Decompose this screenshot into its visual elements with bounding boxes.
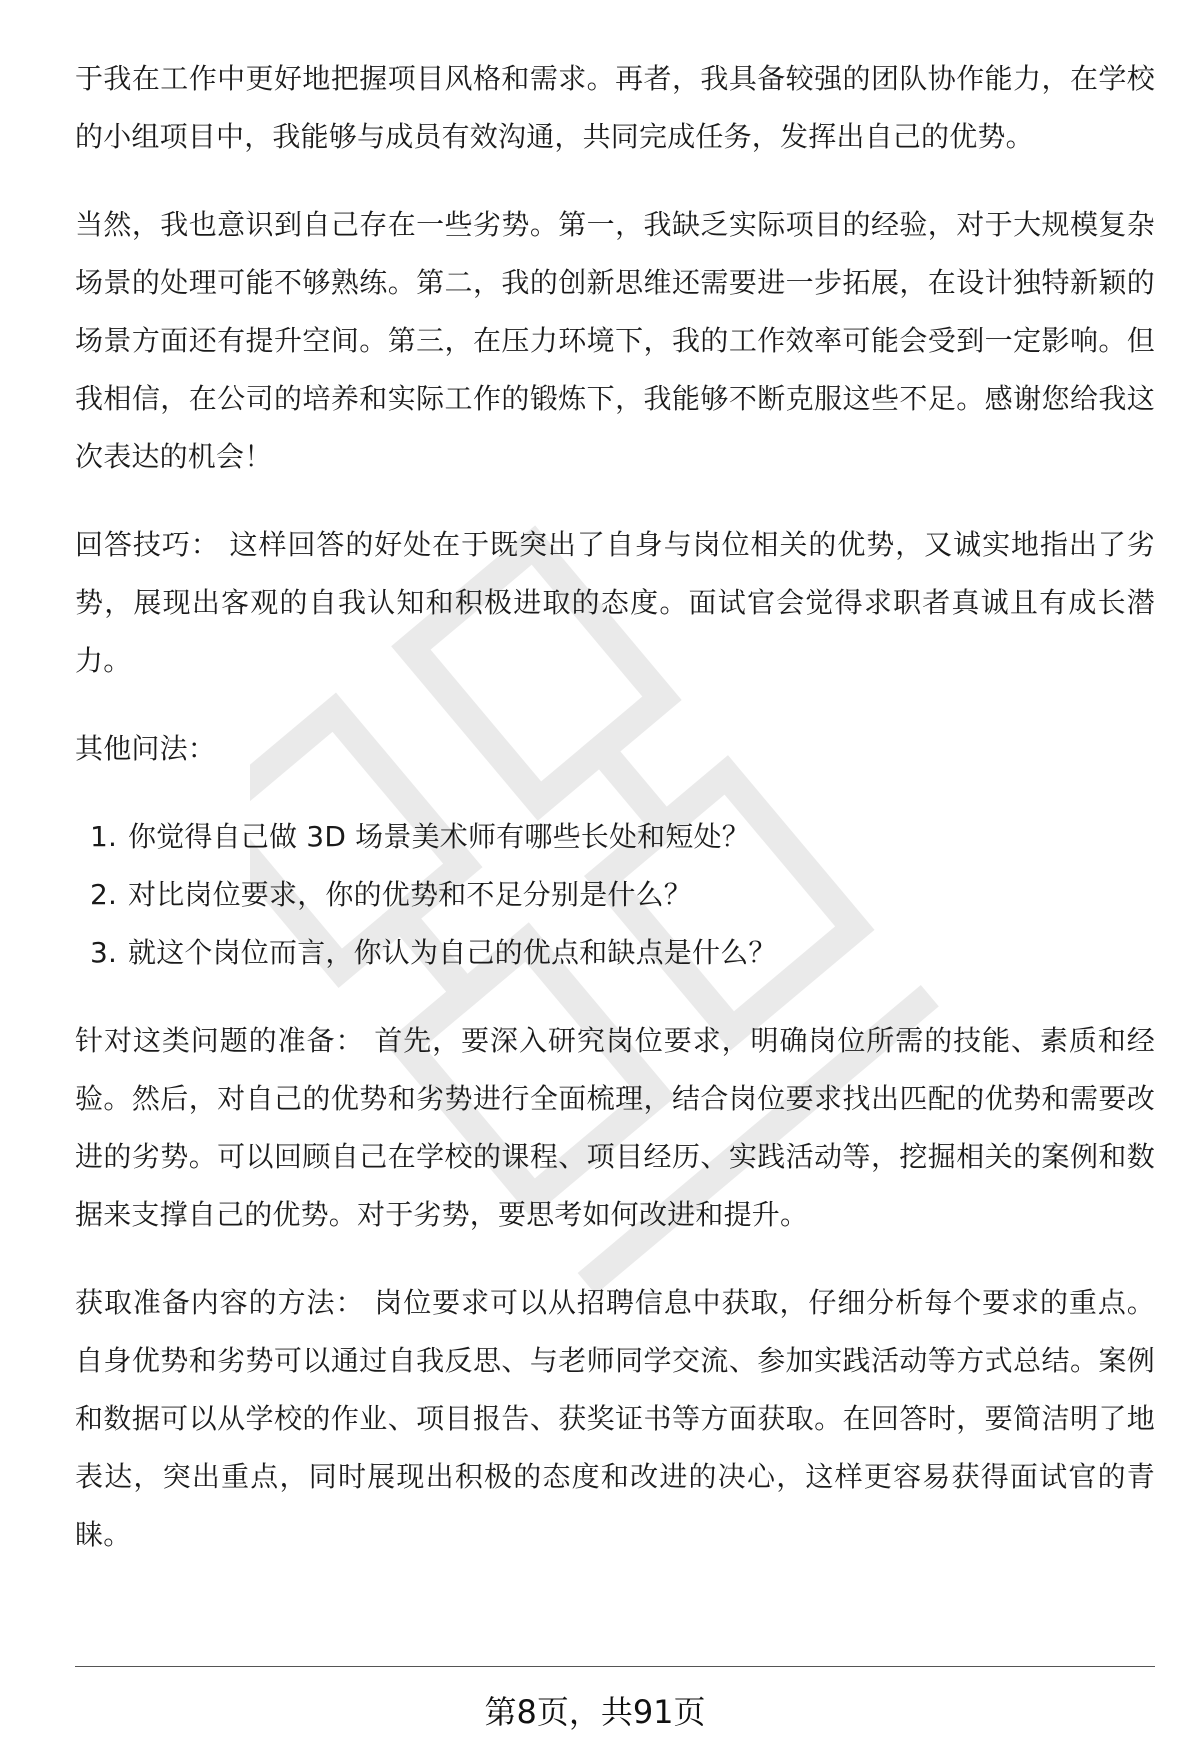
list-item-text: 你觉得自己做 3D 场景美术师有哪些长处和短处？	[128, 820, 750, 853]
document-body	[75, 50, 1155, 1594]
list-item-number: 3.	[90, 936, 118, 969]
other-phrasings-list	[75, 808, 1155, 982]
list-item-number: 2.	[90, 878, 118, 911]
paragraph-answer-tips: 回答技巧： 这样回答的好处在于既突出了自身与岗位相关的优势，又诚实地指出了劣势，展现出客观的自我认知和积极进取的态度。面试官会觉得求职者真诚且有成长潜力。	[75, 528, 1155, 677]
page-number: 第8页，共91页	[484, 1693, 706, 1731]
paragraph-preparation: 针对这类问题的准备： 首先，要深入研究岗位要求，明确岗位所需的技能、素质和经验。然后，对自己的优势和劣势进行全面梳理，结合岗位要求找出匹配的优势和需要改进的劣势。可以回顾自己在学校的课程、项目经历、实践活动等，挖掘相关的案例和数据来支撑自己的优势。对于劣势，要思考如何改进和提升。	[75, 1024, 1155, 1231]
list-item	[75, 866, 1155, 924]
list-item	[75, 808, 1155, 866]
paragraph-weaknesses: 当然，我也意识到自己存在一些劣势。第一，我缺乏实际项目的经验，对于大规模复杂场景的处理可能不够熟练。第二，我的创新思维还需要进一步拓展，在设计独特新颖的场景方面还有提升空间。第三，在压力环境下，我的工作效率可能会受到一定影响。但我相信，在公司的培养和实际工作的锻炼下，我能够不断克服这些不足。感谢您给我这次表达的机会！	[75, 208, 1155, 473]
list-item-number: 1.	[90, 820, 118, 853]
list-item-text: 对比岗位要求，你的优势和不足分别是什么？	[128, 878, 693, 911]
footer-divider	[75, 1666, 1155, 1667]
paragraph-other-phrasings-heading: 其他问法：	[75, 732, 217, 765]
list-item-text: 就这个岗位而言，你认为自己的优点和缺点是什么？	[128, 936, 777, 969]
paragraph-methods: 获取准备内容的方法： 岗位要求可以从招聘信息中获取，仔细分析每个要求的重点。自身优势和劣势可以通过自我反思、与老师同学交流、参加实践活动等方式总结。案例和数据可以从学校的作业、项目报告、获奖证书等方面获取。在回答时，要简洁明了地表达，突出重点，同时展现出积极的态度和改进的决心，这样更容易获得面试官的青睐。	[75, 1286, 1155, 1551]
paragraph-strengths: 于我在工作中更好地把握项目风格和需求。再者，我具备较强的团队协作能力，在学校的小组项目中，我能够与成员有效沟通，共同完成任务，发挥出自己的优势。	[75, 62, 1155, 153]
list-item	[75, 924, 1155, 982]
